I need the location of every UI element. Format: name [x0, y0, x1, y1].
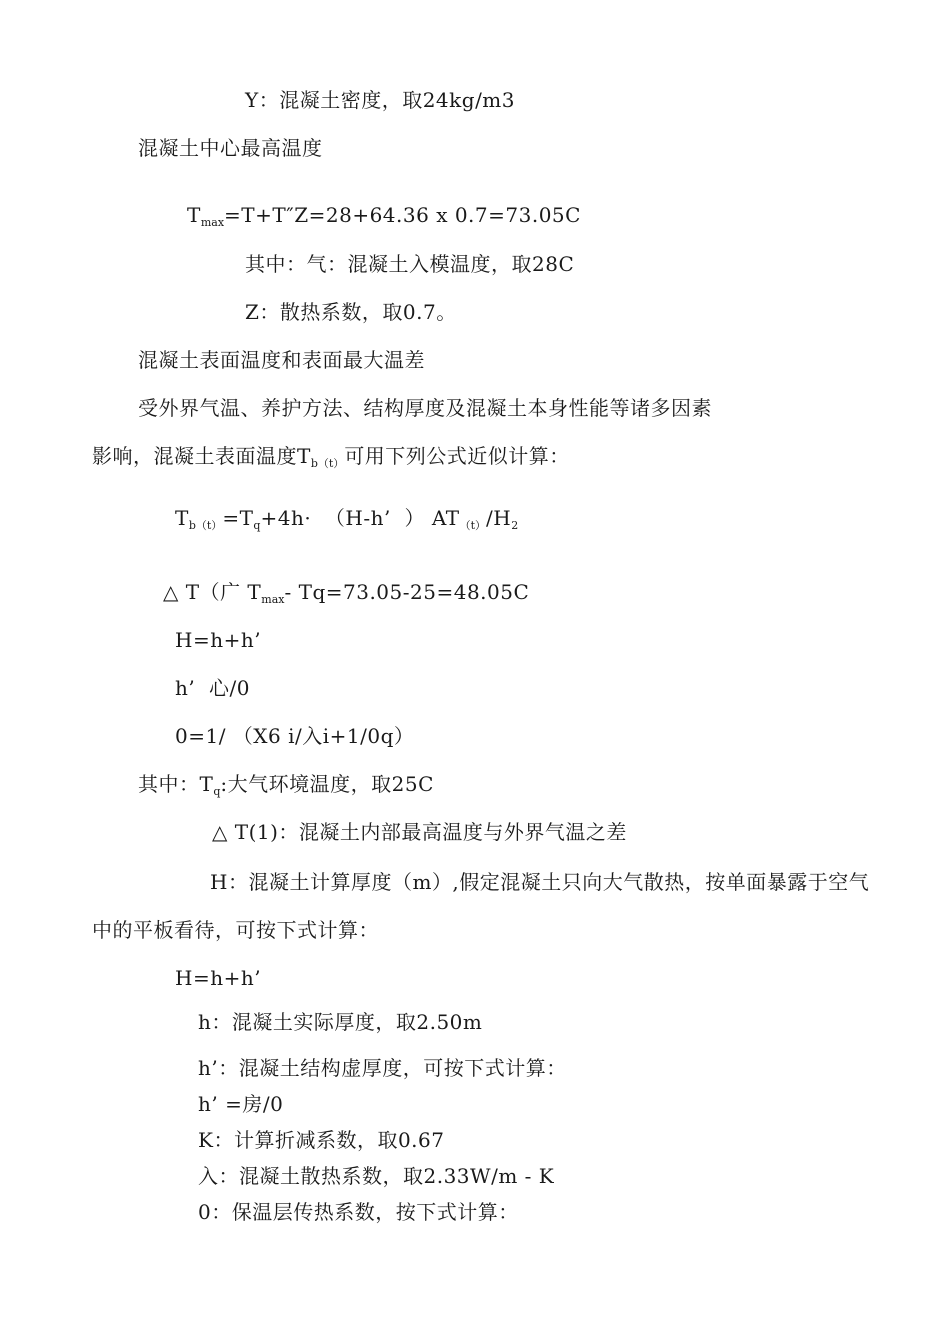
- formula-text: T: [175, 506, 189, 530]
- text-line: 入：混凝土散热系数，取2.33W/m - K: [198, 1164, 555, 1188]
- formula-line: H=h+h’: [175, 628, 262, 652]
- formula-subscript: （t）: [459, 519, 487, 532]
- formula-subscript: q: [253, 519, 261, 532]
- paragraph-text: 影响，混凝土表面温度T: [92, 444, 311, 468]
- section-heading: 混凝土中心最高温度: [138, 136, 323, 160]
- text: 其中：T: [138, 772, 214, 796]
- paragraph-line: H：混凝土计算厚度（m）,假定混凝土只向大气散热，按单面暴露于空气: [210, 870, 870, 894]
- formula-line: h’ 心/0: [175, 676, 250, 700]
- formula-text: /H: [486, 506, 512, 530]
- formula-text: =T: [222, 506, 254, 530]
- paragraph-line: [92, 444, 570, 476]
- text-line: [138, 772, 434, 804]
- formula-subscript: b（t）: [310, 457, 345, 470]
- text-line: 其中：气：混凝土入模温度，取28C: [245, 252, 575, 276]
- formula-text: T: [187, 203, 201, 227]
- text-line: h：混凝土实际厚度，取2.50m: [198, 1010, 483, 1034]
- formula-line: [175, 506, 518, 538]
- text-line: h’：混凝土结构虚厚度，可按下式计算：: [198, 1056, 567, 1080]
- formula-line: h’ =房/0: [198, 1092, 284, 1116]
- paragraph-text: 可用下列公式近似计算：: [344, 444, 570, 468]
- formula-line: [163, 580, 529, 612]
- formula-text: =T+T″Z=28+64.36 x 0.7=73.05C: [224, 203, 581, 227]
- section-heading: 混凝土表面温度和表面最大温差: [138, 348, 425, 372]
- paragraph-line: 受外界气温、养护方法、结构厚度及混凝土本身性能等诸多因素: [138, 396, 712, 420]
- formula-subscript: b（t）: [188, 519, 223, 532]
- text-line: Y：混凝土密度，取24kg/m3: [245, 88, 516, 112]
- formula-line: H=h+h’: [175, 966, 262, 990]
- formula-text: +4h· （H-h’ ） AT: [260, 506, 460, 530]
- formula-subscript: 2: [511, 519, 519, 532]
- formula-text: △ T（广 T: [163, 580, 262, 604]
- text-line: 0：保温层传热系数，按下式计算：: [198, 1200, 519, 1224]
- paragraph-line: 中的平板看待，可按下式计算：: [92, 918, 379, 942]
- text: :大气环境温度，取25C: [220, 772, 434, 796]
- text-line: △ T(1)：混凝土内部最高温度与外界气温之差: [212, 820, 627, 844]
- text-line: K：计算折减系数，取0.67: [198, 1128, 445, 1152]
- formula-subscript: max: [200, 216, 225, 229]
- formula-line: 0=1/ （X6 i/入i+1/0q）: [175, 724, 415, 748]
- formula-subscript: q: [213, 785, 221, 798]
- formula-subscript: max: [261, 593, 285, 606]
- text-line: Z：散热系数，取0.7。: [245, 300, 457, 324]
- formula-line: [187, 203, 581, 235]
- formula-text: - Tq=73.05-25=48.05C: [284, 580, 530, 604]
